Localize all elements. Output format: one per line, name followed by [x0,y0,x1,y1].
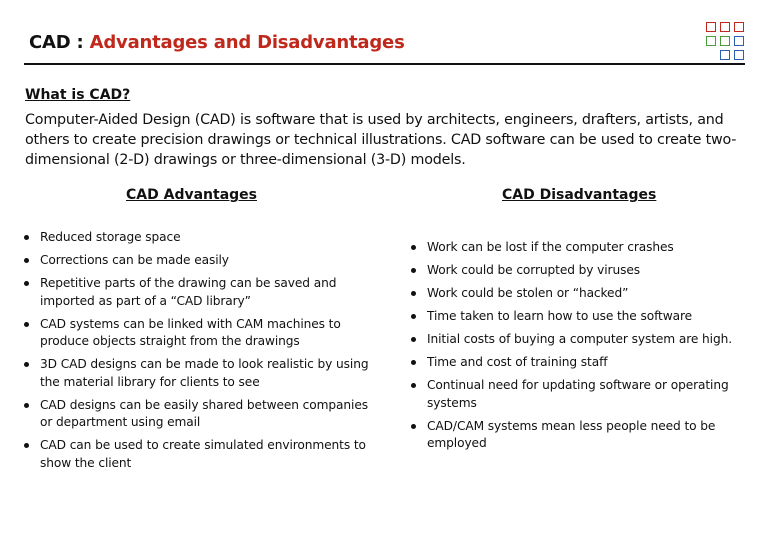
bullet-icon [24,322,29,327]
section-question: What is CAD? [25,87,131,103]
list-item-text: Work could be corrupted by viruses [427,263,640,277]
disadvantages-heading: CAD Disadvantages [502,187,657,203]
list-item-text: CAD designs can be easily shared between companies or department using email [40,397,368,429]
bullet-icon [411,245,416,250]
bullet-icon [411,424,416,429]
bullet-icon [24,443,29,448]
list-item [24,316,369,351]
bullet-icon [24,235,29,240]
list-item-text: 3D CAD designs can be made to look realistic by using the material library for clients to see [40,357,369,389]
intro-paragraph: Computer-Aided Design (CAD) is software that is used by architects, engineers, drafters, artists, and others to create precision drawings or technical illustrations. CAD software can be used to create two-dimensional (2-D) drawings or three-dimensional (3-D) models. [25,112,737,168]
grid-squares-logo [706,22,746,60]
advantages-heading: CAD Advantages [126,187,257,203]
title-prefix: CAD : [29,32,90,53]
list-item [24,397,369,432]
list-item-text: Repetitive parts of the drawing can be saved and imported as part of a “CAD library” [40,276,337,308]
list-item-text: Corrections can be made easily [40,253,229,267]
bullet-icon [411,383,416,388]
list-item [411,418,756,453]
advantages-list [24,229,369,478]
list-item-text: Reduced storage space [40,230,181,244]
logo-square [706,36,716,46]
bullet-icon [24,258,29,263]
bullet-icon [411,268,416,273]
list-item [24,275,369,310]
list-item-text: Time and cost of training staff [427,355,608,369]
bullet-icon [411,314,416,319]
list-item [24,229,369,247]
list-item [24,437,369,472]
list-item-text: Work can be lost if the computer crashes [427,240,674,254]
disadvantages-list [411,239,756,458]
list-item [411,239,756,257]
list-item-text: CAD/CAM systems mean less people need to be employed [427,418,716,450]
list-item-text: Continual need for updating software or operating systems [427,378,729,410]
logo-square [720,22,730,32]
logo-square [734,36,744,46]
list-item [411,285,756,303]
list-item-text: CAD systems can be linked with CAM machines to produce objects straight from the drawings [40,316,341,348]
bullet-icon [411,291,416,296]
bullet-icon [24,281,29,286]
list-item [411,331,756,349]
list-item-text: Time taken to learn how to use the software [427,309,693,323]
bullet-icon [24,403,29,408]
list-item [411,377,756,412]
title-accent: Advantages and Disadvantages [89,32,405,53]
list-item [24,252,369,270]
logo-square [720,50,730,60]
page-title [29,32,405,53]
bullet-icon [411,360,416,365]
list-item [411,262,756,280]
list-item [24,356,369,391]
bullet-icon [24,362,29,367]
bullet-icon [411,337,416,342]
logo-square [720,36,730,46]
list-item-text: CAD can be used to create simulated environments to show the client [40,438,366,470]
logo-square [734,22,744,32]
list-item-text: Initial costs of buying a computer system are high. [427,332,732,346]
logo-square [706,22,716,32]
list-item [411,354,756,372]
list-item-text: Work could be stolen or “hacked” [427,286,629,300]
list-item [411,308,756,326]
title-divider [24,63,745,65]
logo-square [734,50,744,60]
